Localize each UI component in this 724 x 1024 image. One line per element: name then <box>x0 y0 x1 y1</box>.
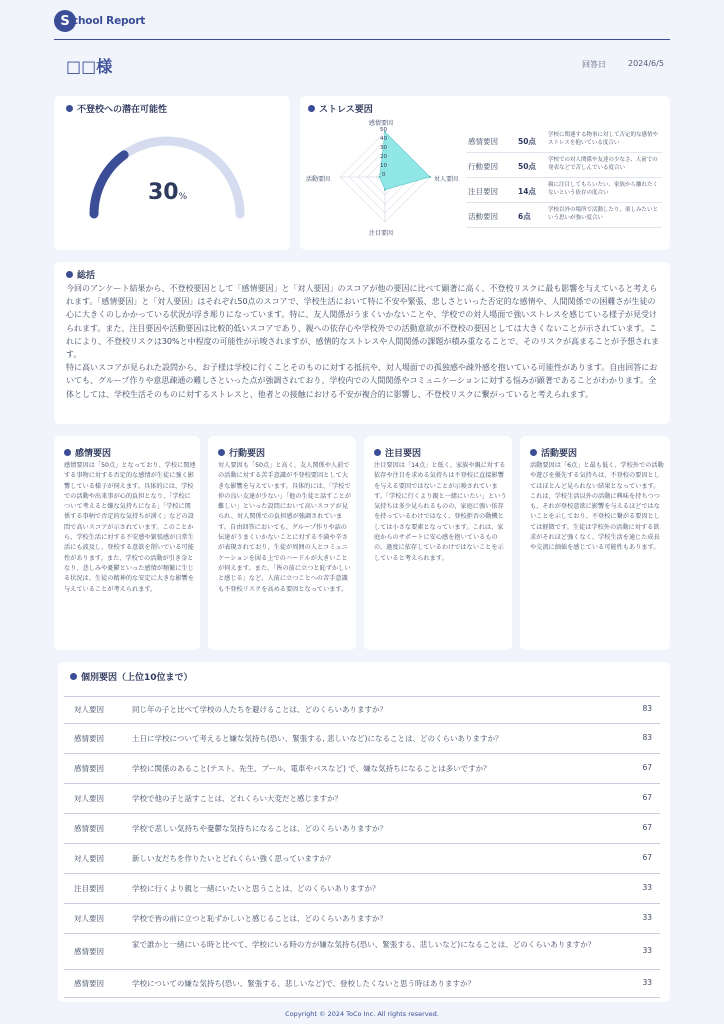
item-question: 学校で皆の前に立つと恥ずかしいと感じることは、どのくらいありますか？ <box>132 914 387 923</box>
potential-title-text: 不登校への潜在可能性 <box>77 105 168 115</box>
summary-paragraph: 特に高いスコアが見られた設問から、お子様は学校に行くことそのものに対する抵抗や、対人場面での孤独感や疎外感を抱いている可能性があります。自由回答においても、グループ作りや意思疎通の難しさといった点が強調されており、学校内での人間関係やコミュニケーションに対する悩みが顕著であることがわかります。全体としては、学校生活そのものに対するストレスと、他者との接触における不安が複合的に影響し、不登校リスクに繋がっていると考えられます。 <box>66 363 658 399</box>
gauge-fill <box>94 155 124 214</box>
item-row <box>64 724 660 754</box>
stress-name: 行動要因 <box>468 162 498 171</box>
bullet-icon <box>218 449 225 456</box>
item-row <box>64 874 660 904</box>
radar-tick: 40 <box>380 136 387 142</box>
stress-score: 6点 <box>518 212 531 221</box>
logo-mark: S <box>54 10 76 32</box>
recipient-row <box>66 54 666 78</box>
item-score: 33 <box>642 913 652 922</box>
radar-axis-label-emotion: 感情要因 <box>369 120 394 127</box>
radar-point-活動要因 <box>379 176 381 178</box>
item-row <box>64 754 660 784</box>
item-question: 新しい友だちを作りたいとどれくらい強く思っていますか？ <box>132 854 335 863</box>
radar-axis-label-interpersonal: 対人要因 <box>434 176 459 183</box>
item-question: 同じ年の子と比べて学校の人たちを避けることは、どのくらいありますか？ <box>132 705 387 714</box>
factor-title <box>218 446 265 459</box>
date-label: 回答日 <box>582 60 606 69</box>
item-row <box>64 970 660 998</box>
item-question: 学校に関係のあること(テスト、先生、プール、電車やバスなど) で、嫌な気持ちになることは多いですか？ <box>132 764 491 773</box>
factor-body: 感情要因は「50点」となっており、学校に関連する事物に対する否定的な感情が生徒に強く影響している様子が伺えます。具体的には、学校での活動や出来事が心的負担となり、「学校について考えると嫌な気持ちになる」「学校に関係する事柄で否定的な気持ちが湧く」などの設問で高いスコアが示されています。このことから、学校生活に対する不安感や緊張感が日常生活にも波及し、登校する意欲を削いでいる可能性があります。また、学校での活動が引き金となり、悲しみや憂鬱といった感情が頻繁に生じる状況は、生徒の精神的な安定に大きな影響を与えていることが考えられます。 <box>64 462 196 593</box>
factor-body: 活動要因は「6点」と最も低く、学校外での活動や遊びを優先する気持ちは、不登校の要因としてはほとんど見られない結果となっています。これは、学校生活以外の活動に興味を持ちつつも、それが登校意欲に影響を与えるほどではないことを示しており、不登校に繋がる要因としては軽微です。生徒は学校外の活動に対する欲求がそれほど強くなく、学校生活を通じた成長や交流に価値を感じている可能性もあります。 <box>530 462 664 552</box>
factor-title-text: 行動要因 <box>229 449 266 459</box>
item-score: 83 <box>642 733 652 742</box>
stress-desc: 学校に関連する物事に対して否定的な感情やストレスを抱いている度合い <box>548 132 659 146</box>
potential-title <box>66 102 167 115</box>
logo-text: chool Report <box>72 15 146 27</box>
factor-title <box>374 446 421 459</box>
recipient-name: □□様 <box>66 57 113 76</box>
item-question: 土日に学校について考えると嫌な気持ち(恐い、緊張する, 悲しいなど)になることは、どのくらいありますか？ <box>132 734 503 743</box>
item-score: 83 <box>642 704 652 713</box>
item-category: 感情要因 <box>74 947 104 956</box>
stress-row <box>466 178 662 203</box>
stress-name: 注目要因 <box>468 187 498 196</box>
factor-title <box>530 446 577 459</box>
potential-value <box>148 180 187 205</box>
summary-title-text: 総括 <box>77 271 96 281</box>
item-row <box>64 814 660 844</box>
radar-point-対人要因 <box>429 176 431 178</box>
item-category: 対人要因 <box>74 914 104 923</box>
stress-table <box>466 128 662 228</box>
item-question: 学校で他の子と話すことは、どれくらい大変だと感じますか？ <box>132 794 342 803</box>
stress-score: 50点 <box>518 162 536 171</box>
item-row <box>64 844 660 874</box>
item-category: 注目要因 <box>74 884 104 893</box>
item-question: 学校に行くより親と一緒にいたいと思うことは、どのくらいありますか？ <box>132 884 380 893</box>
summary-title <box>66 268 95 281</box>
item-question: 学校で悲しい気持ちや憂鬱な気持ちになることは、どのくらいありますか？ <box>132 824 387 833</box>
radar-point-注目要因 <box>384 189 386 191</box>
radar-tick: 10 <box>380 163 387 169</box>
item-question: 学校についての嫌な気持ち(恐い、緊張する、悲しいなど)で、登校したくないと思う時はありますか？ <box>132 979 476 988</box>
factor-body: 対人要因も「50点」と高く、友人関係や人前での活動に対する苦手意識が不登校要因として大きな影響を与えています。具体的には、「学校で仲の良い友達が少ない」「他の生徒と話すことが難しい」といった設問において高いスコアが見られ、対人関係での負担感が強調されています。自由回答においても、グループ作りや話の伝達がうまくいかないことに対する不満や辛さが表現されており、生徒が周囲の人とコミュニケーションを図る上でのハードルが大きいことが伺えます。また、「皆の前に立つと恥ずかしいと感じる」など、人前に立つことへの苦手意識も不登校リスクを高める要因となっています。 <box>218 462 352 593</box>
logo <box>54 10 145 32</box>
stress-title <box>308 102 373 115</box>
item-score: 67 <box>642 823 652 832</box>
radar-axis-label-activity: 活動要因 <box>306 176 331 183</box>
bullet-icon <box>308 105 315 112</box>
bullet-icon <box>70 673 77 680</box>
item-category: 感情要因 <box>74 734 104 743</box>
radar-tick: 30 <box>380 145 387 151</box>
radar-tick: 20 <box>380 154 387 160</box>
bullet-icon <box>64 449 71 456</box>
items-title-text: 個別要因（上位10位まで） <box>81 673 193 683</box>
factor-title-text: 感情要因 <box>75 449 112 459</box>
stress-row <box>466 128 662 153</box>
factor-body: 注目要因は「14点」と低く、家族や親に対する依存や注目を求める気持ちは不登校に直接影響を与える要因ではないことが示唆されています。「学校に行くより親と一緒にいたい」という気持ちは多少見られるものの、家庭に強い依存を持っているわけではなく、登校拒否の動機としては小さな要素となっています。これは、家庭からのサポートに安心感を抱いているものの、過度に依存しているわけではないことを示していると考えられます。 <box>374 462 507 562</box>
item-score: 33 <box>642 883 652 892</box>
items-table-top-border <box>64 696 660 697</box>
footer-copyright: Copyright © 2024 ToCo Inc. All rights reserved. <box>285 1010 439 1018</box>
stress-title-text: ストレス要因 <box>319 105 373 115</box>
item-score: 67 <box>642 763 652 772</box>
date-value: 2024/6/5 <box>628 59 664 68</box>
stress-row <box>466 203 662 228</box>
stress-score: 14点 <box>518 187 536 196</box>
factor-title <box>64 446 111 459</box>
stress-name: 活動要因 <box>468 212 498 221</box>
bullet-icon <box>66 105 73 112</box>
potential-number: 30 <box>148 180 179 205</box>
stress-desc: 親に注目してもらいたい、家族から離れたくないという依存の度合い <box>548 182 659 196</box>
radar-tick: 0 <box>382 172 386 178</box>
stress-name: 感情要因 <box>468 137 498 146</box>
item-category: 対人要因 <box>74 854 104 863</box>
item-category: 対人要因 <box>74 794 104 803</box>
radar-axis-label-attention: 注目要因 <box>369 230 394 237</box>
potential-unit: % <box>178 192 188 202</box>
bullet-icon <box>66 271 73 278</box>
items-title <box>70 670 193 683</box>
bullet-icon <box>530 449 537 456</box>
item-score: 67 <box>642 793 652 802</box>
item-category: 対人要因 <box>74 705 104 714</box>
factor-title-text: 注目要因 <box>385 449 422 459</box>
item-score: 33 <box>642 946 652 955</box>
summary-paragraph: 今回のアンケート結果から、不登校要因として「感情要因」と「対人要因」のスコアが他の要因に比べて顕著に高く、不登校リスクに最も影響を与えていると考えられます。「感情要因」と「対人要因」はそれぞれ50点のスコアで、学校生活において特に不安や緊張、悲しさといった否定的な感情や、人間関係での困難さが生徒の心に大きくのしかかっている状況が浮き彫りになっています。特に、友人関係がうまくいかないことや、学校での対人場面で強いストレスを感じている様子が見受けられます。また、注目要因や活動要因は比較的低いスコアであり、親への依存心や学校外での活動意欲が不登校の要因としては大きくないことが示されています。これにより、不登校リスクは30%と中程度の可能性が示唆されますが、感情的なストレスや人間関係の課題が積み重なることで、そのリスクが高まることが予想されます。 <box>66 284 660 360</box>
radar-data-polygon <box>380 132 430 190</box>
stress-desc: 学校での対人関係や友達の少なさ、人前での発表などで苦しんでいる度合い <box>548 157 658 171</box>
bullet-icon <box>374 449 381 456</box>
item-category: 感情要因 <box>74 979 104 988</box>
stress-row <box>466 153 662 178</box>
item-score: 33 <box>642 978 652 987</box>
item-row <box>64 934 660 970</box>
item-score: 67 <box>642 853 652 862</box>
item-row <box>64 696 660 724</box>
factor-title-text: 活動要因 <box>541 449 578 459</box>
item-question: 家で誰かと一緒にいる時と比べて、学校にいる時の方が嫌な気持ち(恐い、緊張する、悲しいなど)になることは、どのくらいありますか？ <box>132 940 596 949</box>
item-category: 感情要因 <box>74 764 104 773</box>
stress-score: 50点 <box>518 137 536 146</box>
stress-desc: 学校以外の場所で活動したり、楽しみたいという思いが強い度合い <box>548 207 659 221</box>
radar-tick: 50 <box>380 127 387 133</box>
item-category: 感情要因 <box>74 824 104 833</box>
page-header <box>54 8 670 40</box>
item-row <box>64 784 660 814</box>
summary-body <box>66 282 660 401</box>
item-row <box>64 904 660 934</box>
